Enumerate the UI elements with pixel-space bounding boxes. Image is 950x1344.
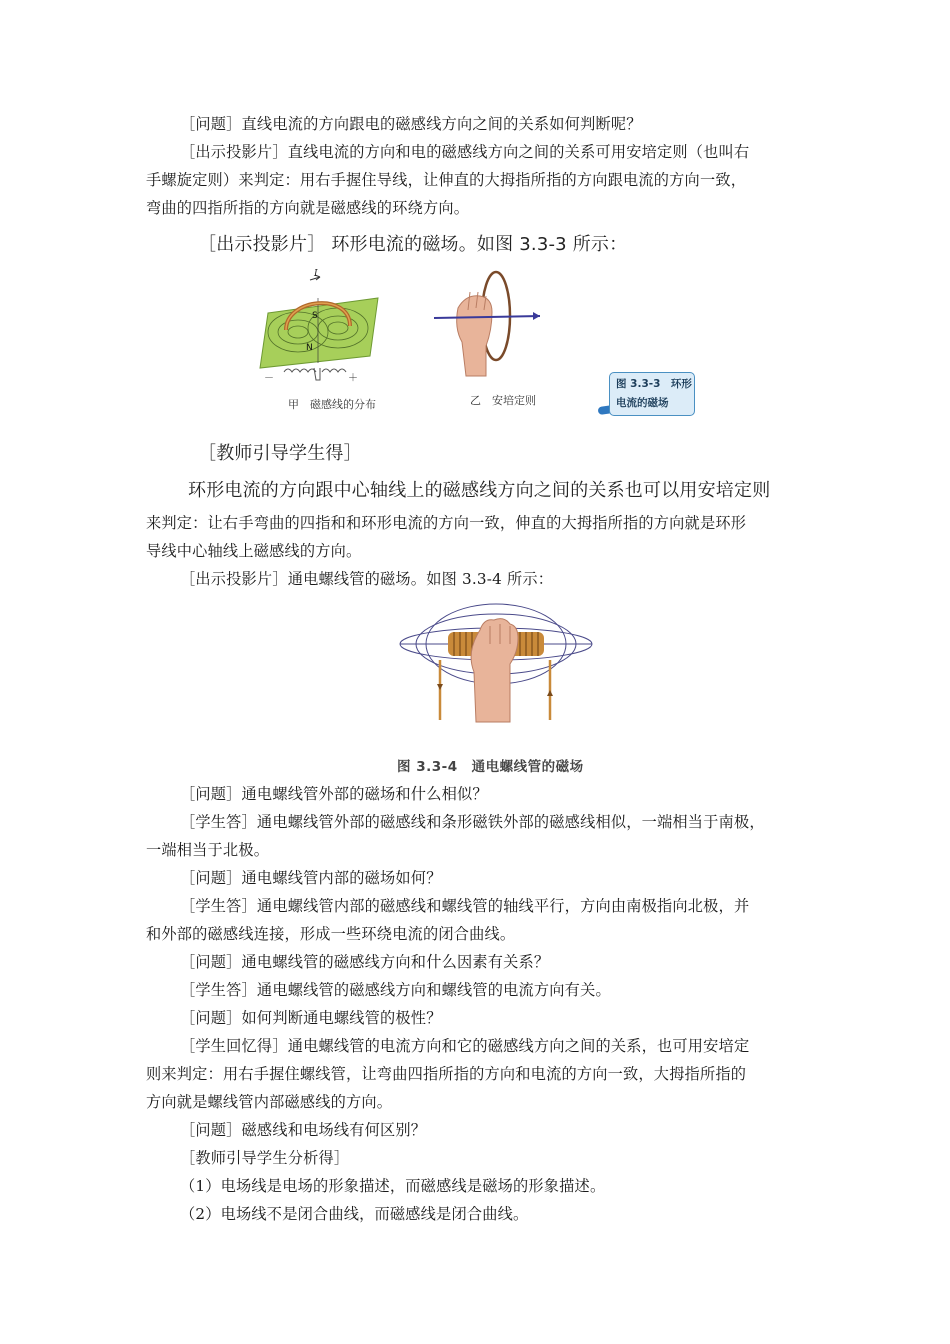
south-pole-label: S [312,311,318,321]
text-line: 则来判定：用右手握住螺线管，让弯曲四指所指的方向和电流的方向一致，大拇指所指的 [146,1065,747,1083]
figure-caption: 图 3.3-4 通电螺线管的磁场 [397,759,584,775]
section-heading: ［教师引导学生得］ [198,443,362,464]
text-line: ［问题］磁感线和电场线有何区别？ [180,1121,427,1139]
text-line: ［教师引导学生分析得］ [180,1149,350,1167]
figure-caption-a: 甲 磁感线的分布 [288,398,376,411]
text-line: ［问题］如何判断通电螺线管的极性？ [180,1009,442,1027]
text-line: ［学生答］通电螺线管内部的磁感线和螺线管的轴线平行，方向由南极指向北极，并 [180,897,750,915]
text-line: 导线中心轴线上磁感线的方向。 [146,542,362,560]
text-line: 手螺旋定则）来判定：用右手握住导线，让伸直的大拇指所指的方向跟电流的方向一致， [146,171,747,189]
hand-rule-diagram [434,272,540,376]
text-line: 方向就是螺线管内部磁感线的方向。 [146,1093,393,1111]
text-line: 一端相当于北极。 [146,841,270,859]
minus-terminal-label: － [264,373,274,384]
text-line: 和外部的磁感线连接，形成一些环绕电流的闭合曲线。 [146,925,516,943]
text-line: ［问题］通电螺线管的磁感线方向和什么因素有关系？ [180,953,550,971]
field-plate-diagram [260,269,378,384]
caption-box-line1: 图 3.3-3 环形 [616,378,692,390]
caption-box-line2: 电流的磁场 [616,397,669,409]
current-label: I [314,269,318,279]
section-heading: ［出示投影片］ 环形电流的磁场。如图 3.3-3 所示： [198,234,628,255]
text-line: （2）电场线不是闭合曲线，而磁感线是闭合曲线。 [180,1205,529,1223]
figure-solenoid [396,600,596,740]
text-line: ［问题］通电螺线管外部的磁场和什么相似？ [180,785,488,803]
emphasis-line: 环形电流的方向跟中心轴线上的磁感线方向之间的关系也可以用安培定则 [188,480,771,501]
text-line: ［问题］直线电流的方向跟电的磁感线方向之间的关系如何判断呢？ [180,115,642,133]
text-line: ［出示投影片］直线电流的方向和电的磁感线方向之间的关系可用安培定则（也叫右 [180,143,750,161]
text-line: 来判定：让右手弯曲的四指和和环形电流的方向一致，伸直的大拇指所指的方向就是环形 [146,514,747,532]
text-line: ［学生答］通电螺线管的磁感线方向和螺线管的电流方向有关。 [180,981,611,999]
plus-terminal-label: ＋ [348,373,358,384]
text-line: ［学生答］通电螺线管外部的磁感线和条形磁铁外部的磁感线相似，一端相当于南极， [180,813,765,831]
figure-caption-box [609,372,695,416]
text-line: 弯曲的四指所指的方向就是磁感线的环绕方向。 [146,199,470,217]
text-line: ［出示投影片］通电螺线管的磁场。如图 3.3-4 所示： [180,570,554,588]
text-line: （1）电场线是电场的形象描述，而磁感线是磁场的形象描述。 [180,1177,606,1195]
text-line: ［问题］通电螺线管内部的磁场如何？ [180,869,442,887]
north-pole-label: N [306,343,313,353]
figure-caption-b: 乙 安培定则 [470,394,536,407]
text-line: ［学生回忆得］通电螺线管的电流方向和它的磁感线方向之间的关系，也可用安培定 [180,1037,750,1055]
